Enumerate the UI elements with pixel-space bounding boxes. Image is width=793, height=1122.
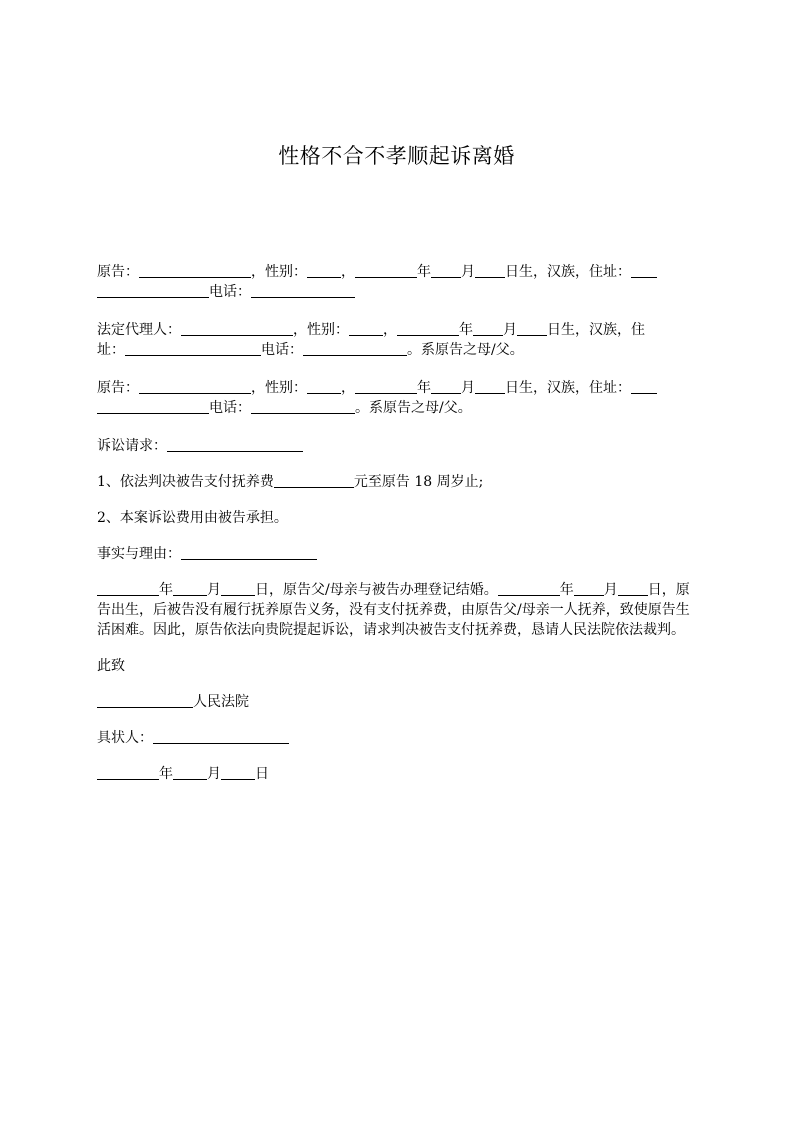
signer-blank	[153, 729, 289, 744]
comma: ，	[383, 322, 397, 338]
month-label: 月	[461, 264, 475, 280]
document-title: 性格不合不孝顺起诉离婚	[278, 144, 515, 168]
birth-month-blank	[431, 379, 461, 394]
marriage-text: 日，原告父/母亲与被告办理登记结婚。	[255, 582, 498, 598]
birth-month-blank	[473, 321, 503, 336]
phone-label: 电话：	[261, 342, 303, 358]
month-label: 月	[207, 766, 221, 782]
month-label: 月	[503, 322, 517, 338]
sex-blank	[307, 379, 341, 394]
year-label: 年	[159, 582, 173, 598]
plaintiff-paragraph-1	[97, 262, 697, 302]
facts-rest-text: 日，原告出生，后被告没有履行抚养原告义务，没有支付抚养费，由原告父/母亲一人抚养，致使原告生活困难。因此，原告依法向贵院提起诉讼，请求判决被告支付抚养费，恳请人民法院依法裁判。	[97, 582, 690, 638]
address-blank-a	[631, 263, 657, 278]
date-line	[97, 764, 697, 784]
address-blank-a	[631, 379, 657, 394]
sex-blank	[349, 321, 383, 336]
year-label: 年	[159, 766, 173, 782]
claim-1-text-a: 1、依法判决被告支付抚养费	[97, 474, 274, 490]
day-label: 日	[255, 766, 269, 782]
comma: ，	[341, 264, 355, 280]
address-blank-b	[97, 399, 209, 414]
birth-day-blank	[475, 379, 505, 394]
birth-day-blank	[618, 581, 648, 596]
day-ethnic-address-label: 日生，汉族，住址：	[505, 264, 631, 280]
birth-year-blank	[355, 263, 417, 278]
court-suffix: 人民法院	[193, 694, 249, 710]
date-year-blank	[97, 765, 159, 780]
marriage-month-blank	[173, 581, 207, 596]
marriage-year-blank	[97, 581, 159, 596]
sex-blank	[307, 263, 341, 278]
phone-label: 电话：	[209, 284, 251, 300]
birth-day-blank	[517, 321, 547, 336]
year-label: 年	[417, 264, 431, 280]
month-label: 月	[603, 582, 618, 598]
signer-label: 具状人：	[97, 730, 153, 746]
month-label: 月	[207, 582, 221, 598]
plaintiff-label: 原告：	[97, 380, 139, 396]
day-ethnic-address-label: 日生，汉族，住	[547, 322, 645, 338]
facts-blank	[181, 545, 317, 560]
plaintiff-name-blank	[139, 379, 251, 394]
address-blank	[125, 341, 261, 356]
sex-label: ，性别：	[293, 322, 349, 338]
agent-name-blank	[181, 321, 293, 336]
claims-heading	[97, 436, 697, 456]
year-label: 年	[459, 322, 473, 338]
claim-1	[97, 472, 697, 492]
phone-blank	[251, 283, 355, 298]
month-label: 月	[461, 380, 475, 396]
facts-heading	[97, 544, 697, 564]
document-body	[97, 262, 697, 784]
claim-2: 2、本案诉讼费用由被告承担。	[97, 510, 288, 526]
support-amount-blank	[274, 473, 354, 488]
birth-year-blank	[355, 379, 417, 394]
phone-label: 电话：	[209, 400, 251, 416]
sex-label: ，性别：	[251, 380, 307, 396]
address-label-cont: 址：	[97, 342, 125, 358]
plaintiff-paragraph-2	[97, 378, 697, 418]
relation-label: 。系原告之母/父。	[407, 342, 524, 358]
birth-month-blank	[431, 263, 461, 278]
relation-label: 。系原告之母/父。	[355, 400, 472, 416]
birth-year-blank	[397, 321, 459, 336]
claims-label: 诉讼请求：	[97, 438, 167, 454]
year-label: 年	[559, 582, 574, 598]
claims-blank	[167, 437, 303, 452]
day-ethnic-address-label: 日生，汉族，住址：	[505, 380, 631, 396]
court-name-blank	[97, 693, 193, 708]
phone-blank	[251, 399, 355, 414]
closing: 此致	[97, 658, 125, 674]
phone-blank	[303, 341, 407, 356]
birth-month-blank	[574, 581, 604, 596]
address-blank-b	[97, 283, 209, 298]
facts-paragraph	[97, 580, 697, 640]
agent-label: 法定代理人：	[97, 322, 181, 338]
comma: ，	[341, 380, 355, 396]
marriage-day-blank	[221, 581, 255, 596]
date-month-blank	[173, 765, 207, 780]
birth-year-blank	[498, 581, 560, 596]
court-line	[97, 692, 697, 712]
sex-label: ，性别：	[251, 264, 307, 280]
claim-1-text-b: 元至原告 18 周岁止;	[353, 474, 484, 490]
year-label: 年	[417, 380, 431, 396]
signer-line	[97, 728, 697, 748]
birth-day-blank	[475, 263, 505, 278]
plaintiff-name-blank	[139, 263, 251, 278]
date-day-blank	[221, 765, 255, 780]
facts-label: 事实与理由：	[97, 546, 181, 562]
plaintiff-label: 原告：	[97, 264, 139, 280]
agent-paragraph	[97, 320, 697, 360]
